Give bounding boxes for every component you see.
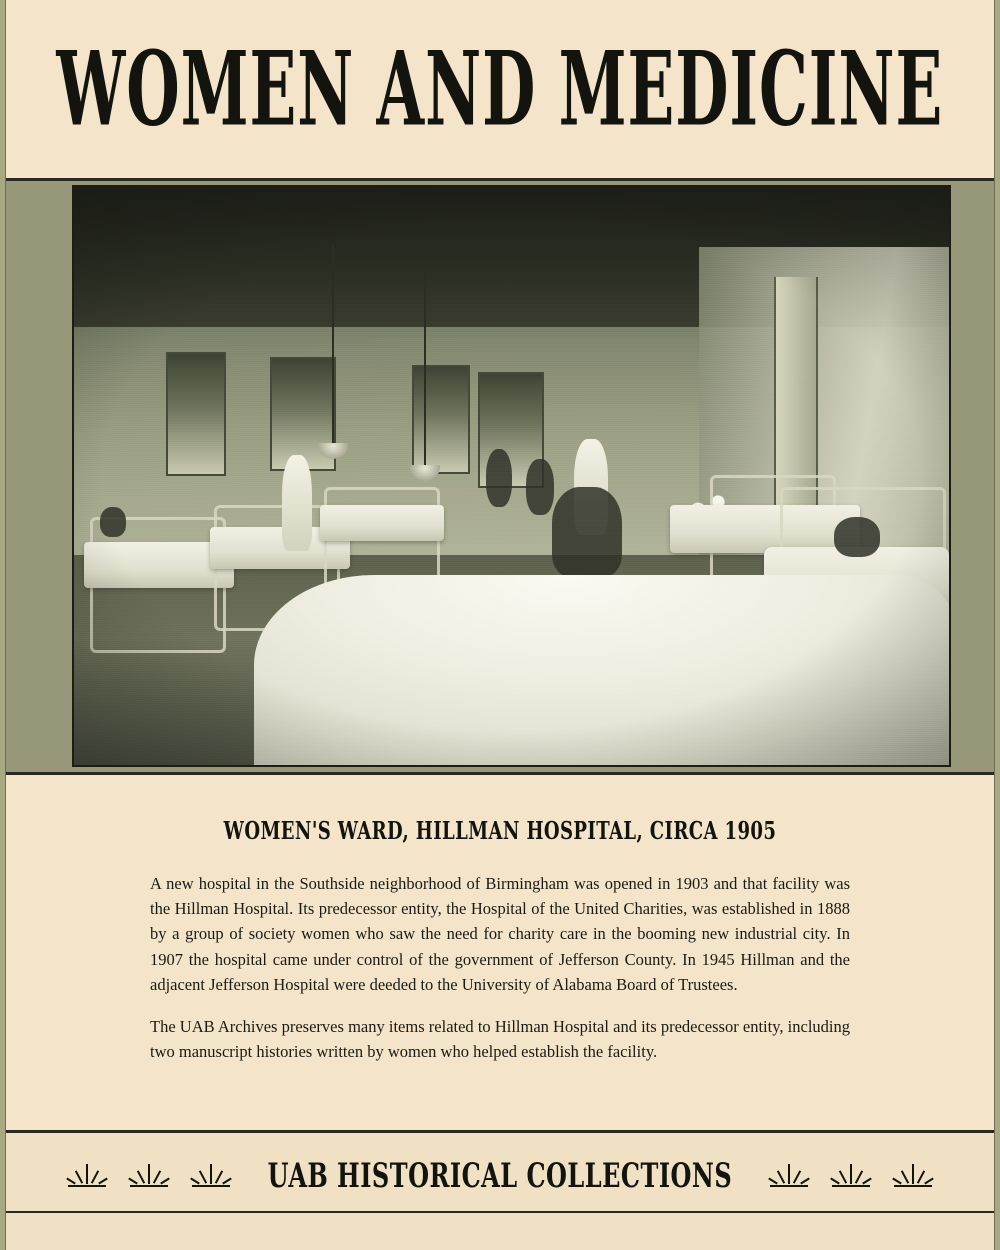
photo-grain <box>74 187 949 765</box>
title-band <box>6 0 994 178</box>
photo-base <box>74 187 949 765</box>
footer-title: UAB HISTORICAL COLLECTIONS <box>267 1155 733 1195</box>
footer <box>6 1133 994 1250</box>
paragraph-1: A new hospital in the Southside neighborhood of Birmingham was opened in 1903 and that facility was the Hillman Hospital. Its predecessor entity, the Hospital of the United Charities, was established in 1888 by a group of society women who saw the need for charity care in the booming new industrial city. In 1907 the hospital came under control of the government of Jefferson County. In 1945 Hillman and the adjacent Jefferson Hospital were deeded to the University of Alabama Board of Trustees. <box>150 874 850 994</box>
photo-caption: WOMEN'S WARD, HILLMAN HOSPITAL, CIRCA 1905 <box>223 817 777 846</box>
footer-bottom-band <box>6 1211 994 1250</box>
footer-content <box>6 1139 994 1211</box>
body-text <box>150 871 850 1065</box>
historic-photograph <box>72 185 951 767</box>
starburst-icon <box>66 1160 108 1190</box>
starburst-icon <box>768 1160 810 1190</box>
right-border <box>994 0 1000 1250</box>
text-area <box>6 775 994 1130</box>
image-band <box>6 181 994 772</box>
starburst-icon <box>892 1160 934 1190</box>
starburst-icon <box>128 1160 170 1190</box>
page-title: WOMEN AND MEDICINE <box>56 28 944 150</box>
starburst-icon <box>190 1160 232 1190</box>
starburst-icon <box>830 1160 872 1190</box>
paragraph-2: The UAB Archives preserves many items related to Hillman Hospital and its predecessor entity, including two manuscript histories written by women who helped establish the facility. <box>150 1017 850 1062</box>
